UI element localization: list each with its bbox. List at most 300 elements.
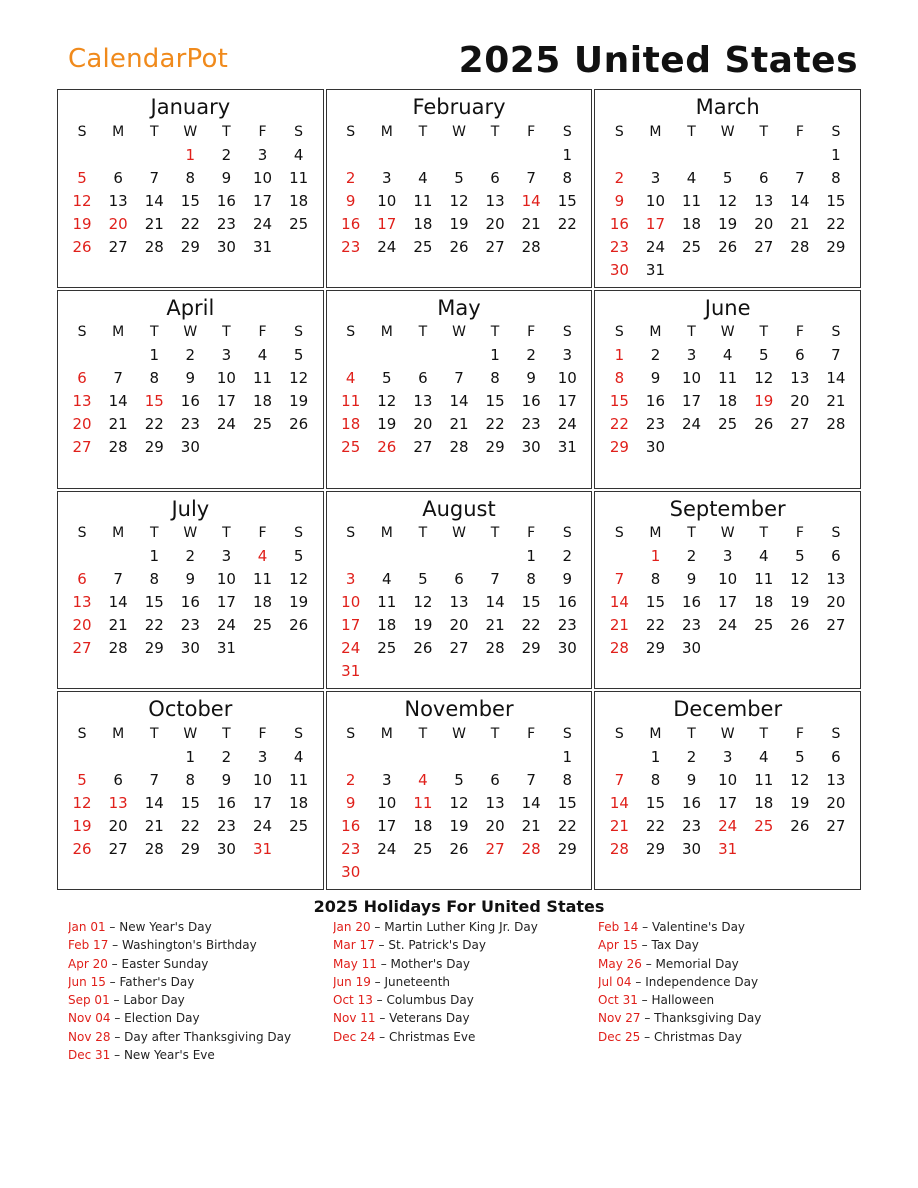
day-cell: 19 <box>754 392 774 411</box>
day-cell: 12 <box>718 191 738 210</box>
holiday-item <box>598 938 868 956</box>
day-cell: 21 <box>108 415 128 434</box>
day-cell: 21 <box>108 616 128 634</box>
day-cell: 2 <box>650 346 661 365</box>
day-cell: 15 <box>144 392 164 411</box>
day-cell: 14 <box>521 191 541 210</box>
day-cell: 11 <box>289 770 309 789</box>
holiday-separator: – <box>109 993 124 1008</box>
day-cell: 29 <box>609 438 629 457</box>
holiday-separator: – <box>637 938 652 953</box>
weekday-header: S <box>614 123 624 140</box>
day-cell: 31 <box>252 839 273 858</box>
day-cell: 2 <box>221 145 232 164</box>
day-cell: 15 <box>609 392 629 411</box>
day-cell: 5 <box>293 346 304 365</box>
weekday-header: T <box>418 123 428 140</box>
day-cell: 25 <box>252 616 273 634</box>
day-cell: 27 <box>754 237 774 256</box>
day-cell: 6 <box>490 168 500 187</box>
day-cell: 20 <box>485 816 505 835</box>
day-cell: 26 <box>790 616 810 634</box>
day-cell: 21 <box>609 816 629 835</box>
holiday-date: Sep 01 <box>68 993 110 1008</box>
holiday-name: Mother's Day <box>390 956 470 971</box>
holiday-separator: – <box>110 1029 125 1044</box>
holiday-separator: – <box>370 920 385 934</box>
holiday-separator: – <box>108 938 122 953</box>
day-cell: 23 <box>521 415 541 434</box>
day-cell: 12 <box>790 770 810 789</box>
month-july <box>57 491 324 690</box>
day-cell: 27 <box>108 237 128 256</box>
holiday-item <box>598 1011 868 1029</box>
day-cell: 10 <box>557 369 577 388</box>
month-name: June <box>704 295 751 320</box>
day-cell: 24 <box>252 816 273 835</box>
weekday-header: T <box>149 123 159 140</box>
month-days <box>64 522 317 660</box>
day-cell: 19 <box>377 415 397 434</box>
day-cell: 17 <box>216 392 236 411</box>
day-cell: 4 <box>758 747 769 766</box>
weekday-header: S <box>294 123 304 140</box>
weekday-header: M <box>112 123 125 140</box>
month-november <box>326 691 593 890</box>
day-cell: 5 <box>795 547 805 565</box>
day-cell: 5 <box>795 747 805 766</box>
day-cell: 9 <box>221 770 232 789</box>
day-cell: 13 <box>413 392 433 411</box>
day-cell: 25 <box>289 214 309 233</box>
weekday-header: S <box>346 725 356 742</box>
day-cell: 30 <box>341 862 361 881</box>
day-cell: 24 <box>645 237 666 256</box>
weekday-header: F <box>795 123 804 140</box>
holiday-separator: – <box>110 1011 125 1026</box>
holiday-item <box>68 993 333 1011</box>
month-days <box>601 722 854 860</box>
weekday-header: T <box>759 525 769 541</box>
day-cell: 13 <box>485 191 505 210</box>
day-cell: 23 <box>557 616 577 634</box>
day-cell: 20 <box>413 415 433 434</box>
holiday-item <box>598 957 868 975</box>
day-cell: 21 <box>485 616 505 634</box>
holiday-name: St. Patrick's Day <box>388 938 486 953</box>
day-cell: 2 <box>345 168 356 187</box>
holiday-item <box>598 1030 868 1048</box>
day-cell: 29 <box>645 639 666 657</box>
day-cell: 25 <box>754 816 774 835</box>
day-cell: 26 <box>289 415 309 434</box>
holiday-date: Jan 01 <box>68 920 106 934</box>
day-cell: 3 <box>257 145 268 164</box>
weekday-header: M <box>380 324 393 341</box>
holiday-item <box>68 975 333 993</box>
day-cell: 19 <box>718 214 738 233</box>
holiday-date: Jun 19 <box>333 974 371 989</box>
day-cell: 18 <box>682 214 702 233</box>
holiday-date: Dec 24 <box>333 1029 376 1044</box>
day-cell: 1 <box>526 547 536 565</box>
day-cell: 2 <box>562 547 573 565</box>
day-cell: 16 <box>216 191 236 210</box>
day-cell: 15 <box>485 392 505 411</box>
day-cell: 3 <box>722 547 733 565</box>
day-cell: 11 <box>682 191 702 210</box>
day-cell: 29 <box>521 639 541 657</box>
day-cell: 28 <box>108 639 128 657</box>
day-cell: 13 <box>72 392 92 411</box>
month-days <box>64 120 317 258</box>
day-cell: 27 <box>108 839 128 858</box>
month-name: December <box>673 697 783 722</box>
day-cell: 22 <box>521 616 541 634</box>
day-cell: 21 <box>826 392 846 411</box>
day-cell: 22 <box>180 816 200 835</box>
day-cell: 23 <box>682 616 702 634</box>
day-cell: 13 <box>449 593 469 611</box>
day-cell: 24 <box>377 839 397 858</box>
day-cell: 22 <box>485 415 505 434</box>
day-cell: 24 <box>557 415 577 434</box>
day-cell: 29 <box>485 438 505 457</box>
weekday-header: W <box>183 725 198 742</box>
day-cell: 17 <box>216 593 236 611</box>
day-cell: 8 <box>490 369 500 388</box>
weekday-header: W <box>720 123 735 140</box>
holiday-separator: – <box>640 1011 655 1026</box>
day-cell: 3 <box>382 168 392 187</box>
month-december <box>594 691 861 890</box>
day-cell: 8 <box>526 570 536 588</box>
day-cell: 7 <box>614 570 625 588</box>
weekday-header: T <box>418 324 428 341</box>
day-cell: 30 <box>682 839 702 858</box>
month-may <box>326 290 593 489</box>
weekday-header: M <box>112 725 125 742</box>
holiday-date: Nov 11 <box>333 1011 376 1026</box>
day-cell: 18 <box>413 214 433 233</box>
day-cell: 21 <box>449 415 469 434</box>
weekday-header: T <box>490 525 500 541</box>
month-name: January <box>150 95 231 119</box>
day-cell: 6 <box>490 770 500 789</box>
weekday-header: S <box>831 725 841 742</box>
day-cell: 4 <box>686 168 697 187</box>
month-days <box>601 522 854 660</box>
day-cell: 3 <box>686 346 697 365</box>
day-cell: 11 <box>377 593 397 611</box>
holiday-name: New Year's Day <box>119 920 212 934</box>
day-cell: 2 <box>614 168 625 187</box>
holiday-item <box>598 920 868 938</box>
day-cell: 9 <box>185 369 196 388</box>
day-cell: 26 <box>754 415 774 434</box>
day-cell: 10 <box>252 168 273 187</box>
day-cell: 4 <box>257 346 268 365</box>
weekday-header: W <box>183 525 198 541</box>
day-cell: 19 <box>790 793 810 812</box>
day-cell: 14 <box>144 793 164 812</box>
day-cell: 27 <box>826 816 846 835</box>
month-days <box>601 120 854 281</box>
day-cell: 27 <box>413 438 433 457</box>
day-cell: 24 <box>377 237 397 256</box>
weekday-header: F <box>527 123 536 140</box>
day-cell: 30 <box>682 639 702 657</box>
weekday-header: S <box>346 324 356 341</box>
day-cell: 7 <box>454 369 464 388</box>
day-cell: 11 <box>413 191 433 210</box>
day-cell: 2 <box>221 747 232 766</box>
holiday-name: Valentine's Day <box>651 920 746 934</box>
holiday-separator: – <box>641 956 656 971</box>
day-cell: 12 <box>72 191 92 210</box>
day-cell: 26 <box>718 237 738 256</box>
day-cell: 25 <box>289 816 309 835</box>
month-august <box>326 491 593 690</box>
day-cell: 6 <box>795 346 805 365</box>
weekday-header: T <box>490 324 500 341</box>
day-cell: 14 <box>144 191 164 210</box>
weekday-header: T <box>687 123 696 140</box>
month-march <box>594 89 861 288</box>
day-cell: 30 <box>645 438 666 457</box>
holiday-name: Juneteenth <box>384 974 451 989</box>
holiday-item <box>68 920 333 938</box>
day-cell: 26 <box>449 237 469 256</box>
day-cell: 10 <box>341 593 361 611</box>
holiday-name: Christmas Day <box>653 1029 742 1044</box>
day-cell: 27 <box>790 415 810 434</box>
day-cell: 28 <box>826 415 846 434</box>
day-cell: 5 <box>382 369 392 388</box>
weekday-header: W <box>720 324 735 341</box>
day-cell: 25 <box>413 237 433 256</box>
day-cell: 18 <box>341 415 361 434</box>
day-cell: 10 <box>682 369 702 388</box>
day-cell: 4 <box>418 168 428 187</box>
day-cell: 15 <box>180 191 200 210</box>
month-name: November <box>404 697 514 722</box>
day-cell: 2 <box>185 346 196 365</box>
day-cell: 30 <box>557 639 577 657</box>
day-cell: 9 <box>686 770 697 789</box>
day-cell: 15 <box>557 191 577 210</box>
holiday-date: Apr 15 <box>598 938 638 953</box>
weekday-header: M <box>380 725 393 742</box>
day-cell: 24 <box>682 415 702 434</box>
day-cell: 15 <box>180 793 200 812</box>
day-cell: 1 <box>185 747 196 766</box>
day-cell: 14 <box>609 793 629 812</box>
day-cell: 8 <box>562 168 573 187</box>
day-cell: 24 <box>216 616 236 634</box>
day-cell: 20 <box>108 214 128 233</box>
day-cell: 3 <box>257 747 268 766</box>
day-cell: 6 <box>113 168 123 187</box>
holiday-item <box>68 938 333 956</box>
day-cell: 11 <box>413 793 433 812</box>
holiday-name: Veterans Day <box>389 1011 470 1026</box>
weekday-header: S <box>77 123 87 140</box>
holiday-name: Columbus Day <box>386 993 474 1008</box>
day-cell: 29 <box>557 839 577 858</box>
day-cell: 22 <box>609 415 629 434</box>
day-cell: 17 <box>252 191 273 210</box>
day-cell: 28 <box>485 639 505 657</box>
weekday-header: F <box>795 725 804 742</box>
day-cell: 17 <box>682 392 702 411</box>
weekday-header: T <box>759 324 769 341</box>
weekday-header: M <box>380 123 393 140</box>
day-cell: 12 <box>790 570 810 588</box>
day-cell: 7 <box>149 770 159 789</box>
weekday-header: W <box>720 725 735 742</box>
day-cell: 11 <box>718 369 738 388</box>
day-cell: 1 <box>490 346 500 365</box>
day-cell: 16 <box>521 392 541 411</box>
holiday-list <box>68 920 868 1066</box>
weekday-header: T <box>222 324 231 341</box>
weekday-header: T <box>222 725 231 742</box>
month-name: July <box>171 496 210 521</box>
weekday-header: T <box>418 525 428 541</box>
day-cell: 30 <box>216 237 236 256</box>
holiday-date: Mar 17 <box>333 938 375 953</box>
holiday-separator: – <box>640 1029 654 1044</box>
weekday-header: S <box>614 725 624 742</box>
holiday-item <box>68 1011 333 1029</box>
holiday-item <box>333 1011 598 1029</box>
day-cell: 16 <box>180 392 200 411</box>
day-cell: 7 <box>526 168 536 187</box>
day-cell: 8 <box>185 770 196 789</box>
day-cell: 17 <box>718 793 738 812</box>
holiday-item <box>68 1048 333 1066</box>
holiday-date: Oct 31 <box>598 993 638 1008</box>
day-cell: 23 <box>341 237 361 256</box>
day-cell: 12 <box>754 369 774 388</box>
day-cell: 14 <box>449 392 469 411</box>
day-cell: 12 <box>413 593 433 611</box>
holiday-date: Feb 14 <box>598 920 639 934</box>
day-cell: 28 <box>144 839 164 858</box>
weekday-header: F <box>795 525 804 541</box>
day-cell: 4 <box>758 547 769 565</box>
holiday-name: Day after Thanksgiving Day <box>124 1029 292 1044</box>
calendar-grid <box>57 89 861 890</box>
day-cell: 18 <box>754 793 774 812</box>
day-cell: 22 <box>645 616 666 634</box>
holiday-name: Thanksgiving Day <box>654 1011 762 1026</box>
day-cell: 10 <box>216 369 236 388</box>
holiday-name: Tax Day <box>651 938 699 953</box>
day-cell: 3 <box>650 168 661 187</box>
day-cell: 17 <box>377 214 397 233</box>
day-cell: 26 <box>449 839 469 858</box>
holiday-separator: – <box>374 938 389 953</box>
day-cell: 28 <box>609 639 629 657</box>
day-cell: 23 <box>341 839 361 858</box>
holiday-name: Memorial Day <box>655 956 739 971</box>
day-cell: 7 <box>526 770 536 789</box>
weekday-header: S <box>614 525 624 541</box>
holiday-separator: – <box>372 993 387 1008</box>
day-cell: 6 <box>454 570 464 588</box>
day-cell: 1 <box>614 346 625 365</box>
day-cell: 16 <box>682 793 702 812</box>
holiday-name: Washington's Birthday <box>121 938 257 953</box>
day-cell: 17 <box>341 616 361 634</box>
day-cell: 11 <box>252 570 273 588</box>
day-cell: 16 <box>216 793 236 812</box>
day-cell: 6 <box>113 770 123 789</box>
day-cell: 13 <box>826 570 846 588</box>
day-cell: 17 <box>252 793 273 812</box>
weekday-header: S <box>77 725 87 742</box>
holiday-item <box>333 957 598 975</box>
day-cell: 19 <box>72 816 92 835</box>
holiday-date: Jun 15 <box>68 974 106 989</box>
weekday-header: S <box>562 123 572 140</box>
day-cell: 20 <box>485 214 505 233</box>
day-cell: 1 <box>185 145 196 164</box>
day-cell: 31 <box>557 438 577 457</box>
day-cell: 14 <box>790 191 810 210</box>
holiday-separator: – <box>107 956 122 971</box>
weekday-header: S <box>346 123 356 140</box>
day-cell: 31 <box>252 237 273 256</box>
day-cell: 5 <box>293 547 304 565</box>
day-cell: 13 <box>790 369 810 388</box>
weekday-header: W <box>452 725 466 742</box>
weekday-header: T <box>418 725 428 742</box>
day-cell: 23 <box>216 214 236 233</box>
weekday-header: F <box>258 725 267 742</box>
month-april <box>57 290 324 489</box>
day-cell: 22 <box>557 816 577 835</box>
weekday-header: M <box>649 123 662 140</box>
weekday-header: S <box>562 725 572 742</box>
weekday-header: F <box>795 324 804 341</box>
month-days <box>64 722 317 860</box>
holiday-separator: – <box>110 1048 124 1063</box>
day-cell: 27 <box>72 438 92 457</box>
day-cell: 19 <box>413 616 433 634</box>
day-cell: 21 <box>790 214 810 233</box>
day-cell: 28 <box>790 237 810 256</box>
month-september <box>594 491 861 690</box>
day-cell: 20 <box>790 392 810 411</box>
day-cell: 10 <box>718 770 738 789</box>
weekday-header: S <box>831 324 841 341</box>
weekday-header: W <box>452 324 466 341</box>
day-cell: 18 <box>252 392 273 411</box>
holiday-item <box>333 1030 598 1048</box>
day-cell: 26 <box>72 839 92 858</box>
day-cell: 27 <box>72 639 92 657</box>
day-cell: 21 <box>144 816 164 835</box>
day-cell: 8 <box>831 168 841 187</box>
day-cell: 29 <box>645 839 666 858</box>
day-cell: 20 <box>449 616 469 634</box>
holiday-date: May 11 <box>333 956 377 971</box>
month-name: May <box>437 295 481 320</box>
day-cell: 25 <box>341 438 361 457</box>
